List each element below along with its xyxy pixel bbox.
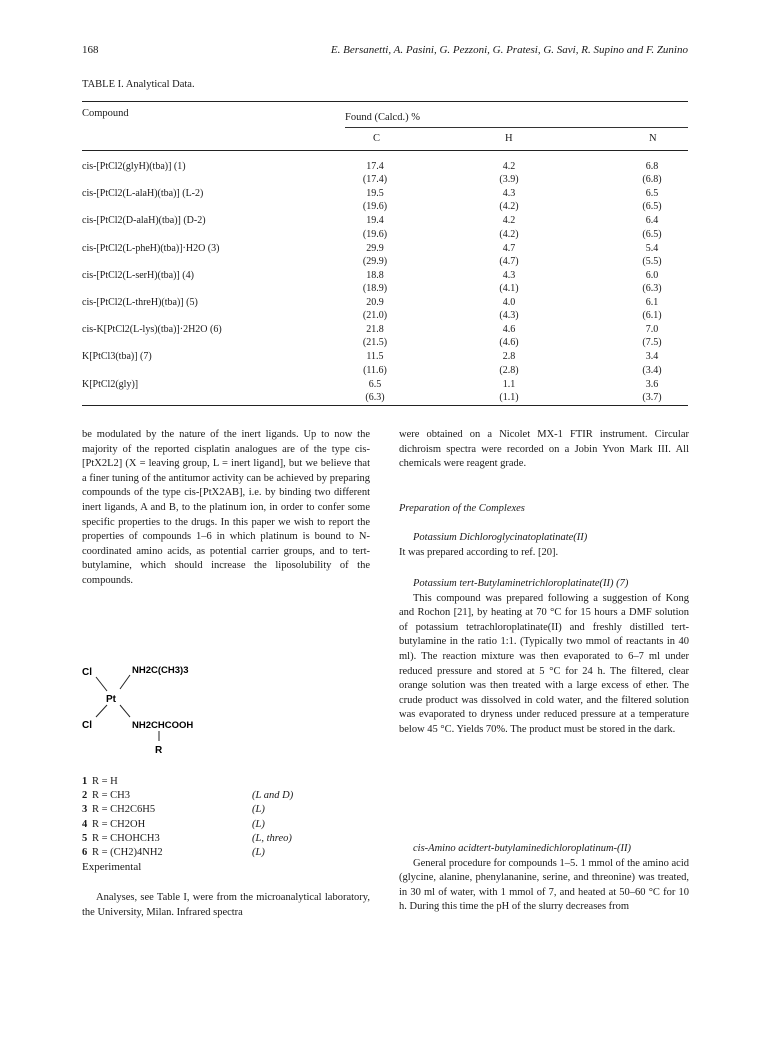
- table-cell-n-calc: (5.5): [642, 255, 662, 267]
- table-cell-c-calc: (18.9): [362, 283, 388, 294]
- table-cell-c-found: 19.4: [366, 215, 384, 227]
- table-cell-n-found: 3.4: [645, 351, 659, 363]
- table-cell-n-found: 3.6: [645, 378, 659, 390]
- left-column-experimental-text: [82, 891, 370, 920]
- table-cell-n-calc: (6.5): [642, 201, 662, 213]
- table-cell-c-found: 6.5: [368, 378, 382, 390]
- table-cell-n-found: 6.5: [645, 188, 659, 200]
- substituent-row: [82, 803, 312, 817]
- table-header-n: N: [649, 133, 657, 144]
- substituent-config: (L, threo): [252, 832, 292, 844]
- table-cell-h-found: 4.2: [502, 215, 516, 227]
- table-cell-compound: K[PtCl3(tba)] (7): [82, 351, 152, 363]
- table-cell-h-calc: (1.1): [499, 391, 519, 403]
- substituent-formula: R = CHOHCH3: [92, 832, 160, 844]
- table-cell-c-calc: (11.6): [363, 364, 387, 376]
- running-head: E. Bersanetti, A. Pasini, G. Pezzoni, G. Pratesi, G. Savi, R. Supino and F. Zunino: [330, 44, 688, 56]
- sub3-block: [399, 842, 689, 915]
- substituent-row: [82, 846, 312, 860]
- sub1-block: [399, 531, 689, 560]
- table-cell-h-found: 4.3: [502, 188, 516, 200]
- table-cell-h-calc: (4.2): [499, 201, 519, 213]
- substituent-number: 6: [82, 847, 88, 859]
- table-cell-c-found: 21.8: [366, 324, 384, 336]
- table-cell-compound: cis-[PtCl2(L-alaH)(tba)] (L-2): [82, 188, 204, 200]
- table-cell-h-calc: (4.1): [499, 283, 519, 294]
- table-caption: TABLE I. Analytical Data.: [82, 79, 195, 90]
- table-cell-compound: cis-[PtCl2(L-pheH)(tba)]·H2O (3): [82, 242, 220, 254]
- table-cell-c-calc: (21.0): [362, 310, 388, 322]
- table-cell-c-found: 29.9: [366, 242, 384, 254]
- table-cell-n-found: 6.0: [645, 269, 659, 281]
- experimental-heading: Experimental: [82, 861, 142, 873]
- table-cell-h-found: 4.6: [502, 324, 516, 336]
- table-cell-n-calc: (6.8): [642, 174, 662, 186]
- table-cell-h-found: 4.0: [502, 297, 516, 308]
- table-cell-compound: cis-[PtCl2(D-alaH)(tba)] (D-2): [82, 215, 206, 227]
- page-number: 168: [82, 44, 99, 56]
- substituent-number: 2: [82, 790, 88, 802]
- table-cell-c-calc: (19.6): [362, 228, 388, 240]
- table-header-bottom-rule: [82, 150, 688, 151]
- table-cell-c-found: 20.9: [366, 297, 384, 308]
- structure-cl-bottom: Cl: [82, 720, 92, 731]
- bond-pt-amine: [120, 675, 130, 689]
- table-cell-h-calc: (4.2): [499, 228, 519, 240]
- substituent-row: [82, 818, 312, 832]
- table-cell-n-found: 5.4: [645, 242, 659, 254]
- table-cell-n-found: 6.4: [645, 215, 659, 227]
- substituent-row: [82, 789, 312, 803]
- structure-amine: NH2C(CH3)3: [132, 665, 189, 676]
- substituent-formula: R = (CH2)4NH2: [92, 847, 163, 859]
- substituent-formula: R = CH2OH: [92, 818, 146, 830]
- bond-cl-pt-bottom: [96, 705, 107, 717]
- substituent-list: [82, 775, 312, 860]
- table-cell-n-calc: (7.5): [642, 337, 662, 349]
- table-cell-h-found: 1.1: [502, 378, 516, 390]
- table-cell-c-calc: (17.4): [362, 174, 388, 186]
- table-cell-c-found: 19.5: [366, 188, 384, 200]
- bond-cl-pt-top: [96, 677, 107, 691]
- chemical-structure: [82, 657, 282, 777]
- substituent-row: [82, 775, 312, 789]
- sub2-heading: Potassium tert-Butylaminetrichloroplatinate(II) (7): [413, 578, 629, 589]
- substituent-config: (L): [252, 847, 265, 859]
- substituent-number: 1: [82, 776, 88, 787]
- table-cell-compound: cis-K[PtCl2(L-lys)(tba)]·2H2O (6): [82, 324, 222, 336]
- substituent-formula: R = CH3: [92, 790, 131, 802]
- table-cell-c-calc: (6.3): [365, 391, 385, 403]
- table-cell-c-calc: (29.9): [362, 255, 388, 267]
- table-cell-compound: cis-[PtCl2(L-serH)(tba)] (4): [82, 269, 194, 281]
- table-cell-n-found: 6.8: [645, 161, 659, 172]
- substituent-formula: R = CH2C6H5: [92, 804, 156, 816]
- table-cell-c-found: 11.5: [366, 351, 384, 363]
- table-bottom-rule: [82, 405, 688, 406]
- table-header-found: Found (Calcd.) %: [345, 112, 420, 123]
- left-column-text: [82, 428, 370, 589]
- table-cell-c-found: 18.8: [366, 269, 384, 281]
- instrument-paragraph: were obtained on a Nicolet MX-1 FTIR instrument. Circular dichroism spectra were recorded on a Jobin Yvon Mark III. All chemicals were reagent grade.: [399, 429, 689, 470]
- substituent-number: 5: [82, 832, 88, 844]
- table-header-subrule: [345, 127, 688, 128]
- table-cell-n-calc: (3.4): [642, 364, 662, 376]
- substituent-number: 3: [82, 804, 88, 816]
- intro-paragraph: be modulated by the nature of the inert ligands. Up to now the majority of the reported cisplatin analogues are of the type cis-[PtX2L2] (X = leaving group, L = inert ligand], but we believe that a finer tuning of the antitumor activity can be achieved by preparing compounds of the type cis-[PtX2AB], i.e. by binding two different inert ligands, A and B, to the platinum ion, in order to confer some specific properties to the drugs. In this paper we wish to report the properties of compounds 1–6 in which platinum is bound to N-coordinated amino acids, as potential carrier groups, and to tert-butylamine, which should increase the liposolubility of the compounds.: [82, 429, 370, 586]
- substituent-config: (L and D): [252, 790, 294, 802]
- structure-r: R: [155, 745, 163, 756]
- substituent-config: (L): [252, 804, 265, 816]
- table-cell-h-found: 4.2: [502, 161, 516, 172]
- table-header-h: H: [505, 133, 513, 144]
- structure-amino-acid: NH2CHCOOH: [132, 720, 194, 731]
- bond-pt-aminoacid: [120, 705, 130, 717]
- table-cell-h-calc: (4.6): [499, 337, 519, 349]
- table-header-compound: Compound: [82, 108, 129, 119]
- table-cell-c-found: 17.4: [366, 161, 384, 172]
- structure-cl-top: Cl: [82, 667, 92, 678]
- structure-pt: Pt: [106, 694, 116, 705]
- sub3-text: General procedure for compounds 1–5. 1 mmol of the amino acid (glycine, alanine, phenylananine, serine, and threonine) was treated, in 30 ml of water, with 1 mmol of 7, and heated at 50–60 °C for 10 h. During this time the pH of the slurry decreases from: [399, 857, 689, 913]
- sub1-heading: Potassium Dichloroglycinatoplatinate(II): [413, 532, 588, 543]
- substituent-number: 4: [82, 818, 88, 830]
- table-cell-n-calc: (6.1): [642, 310, 662, 322]
- substituent-formula: R = H: [92, 776, 118, 787]
- table-cell-n-found: 6.1: [645, 297, 659, 308]
- substituent-config: (L): [252, 818, 265, 830]
- sub2-block: [399, 577, 689, 738]
- table-cell-h-calc: (2.8): [499, 364, 519, 376]
- right-column-text: [399, 428, 689, 472]
- preparation-heading: Preparation of the Complexes: [399, 503, 525, 514]
- table-cell-c-calc: (21.5): [362, 337, 388, 349]
- sub3-heading: cis-Amino acidtert-butylaminedichloroplatinum-(II): [413, 843, 632, 854]
- table-cell-n-calc: (6.5): [642, 228, 662, 240]
- table-cell-n-found: 7.0: [645, 324, 659, 336]
- table-cell-h-calc: (4.7): [499, 255, 519, 267]
- table-top-rule: [82, 101, 688, 102]
- substituent-config: [252, 775, 312, 789]
- analyses-paragraph: Analyses, see Table I, were from the microanalytical laboratory, the University, Milan. Infrared spectra: [82, 892, 370, 918]
- table-cell-h-calc: (3.9): [499, 174, 519, 186]
- table-cell-h-found: 2.8: [502, 351, 516, 363]
- substituent-row: [82, 832, 312, 846]
- sub2-text: This compound was prepared following a suggestion of Kong and Rochon [21], by heating at 70 °C for 15 hours a DMF solution of potassium tetrachloroplatinate(II) and freshly distilled tert-butylamine in the ratio 1:1. (Typically two mmol of reactants in 40 ml). The reaction mixture was then evaporated to 6–7 ml under reduced pressure and stored at 5 °C for 24 h. The filtered, clear orange solution was then treated with a large excess of ether. The crude product was dissolved in cold water, and the filtered solution was evaporated to dryness under reduced pressure at a temperature below 45 °C. Yields 70%. The product must be stored in the dark.: [399, 592, 689, 735]
- table-cell-n-calc: (6.3): [642, 283, 662, 294]
- table-cell-compound: cis-[PtCl2(glyH)(tba)] (1): [82, 161, 186, 172]
- table-cell-compound: K[PtCl2(gly)]: [82, 378, 139, 390]
- table-cell-compound: cis-[PtCl2(L-threH)(tba)] (5): [82, 297, 198, 308]
- table-cell-n-calc: (3.7): [642, 391, 662, 403]
- table-cell-h-found: 4.7: [502, 242, 516, 254]
- table-cell-c-calc: (19.6): [362, 201, 388, 213]
- sub1-text: It was prepared according to ref. [20].: [399, 546, 559, 558]
- table-header-c: C: [373, 133, 381, 144]
- table-cell-h-found: 4.3: [502, 269, 516, 281]
- table-cell-h-calc: (4.3): [499, 310, 519, 322]
